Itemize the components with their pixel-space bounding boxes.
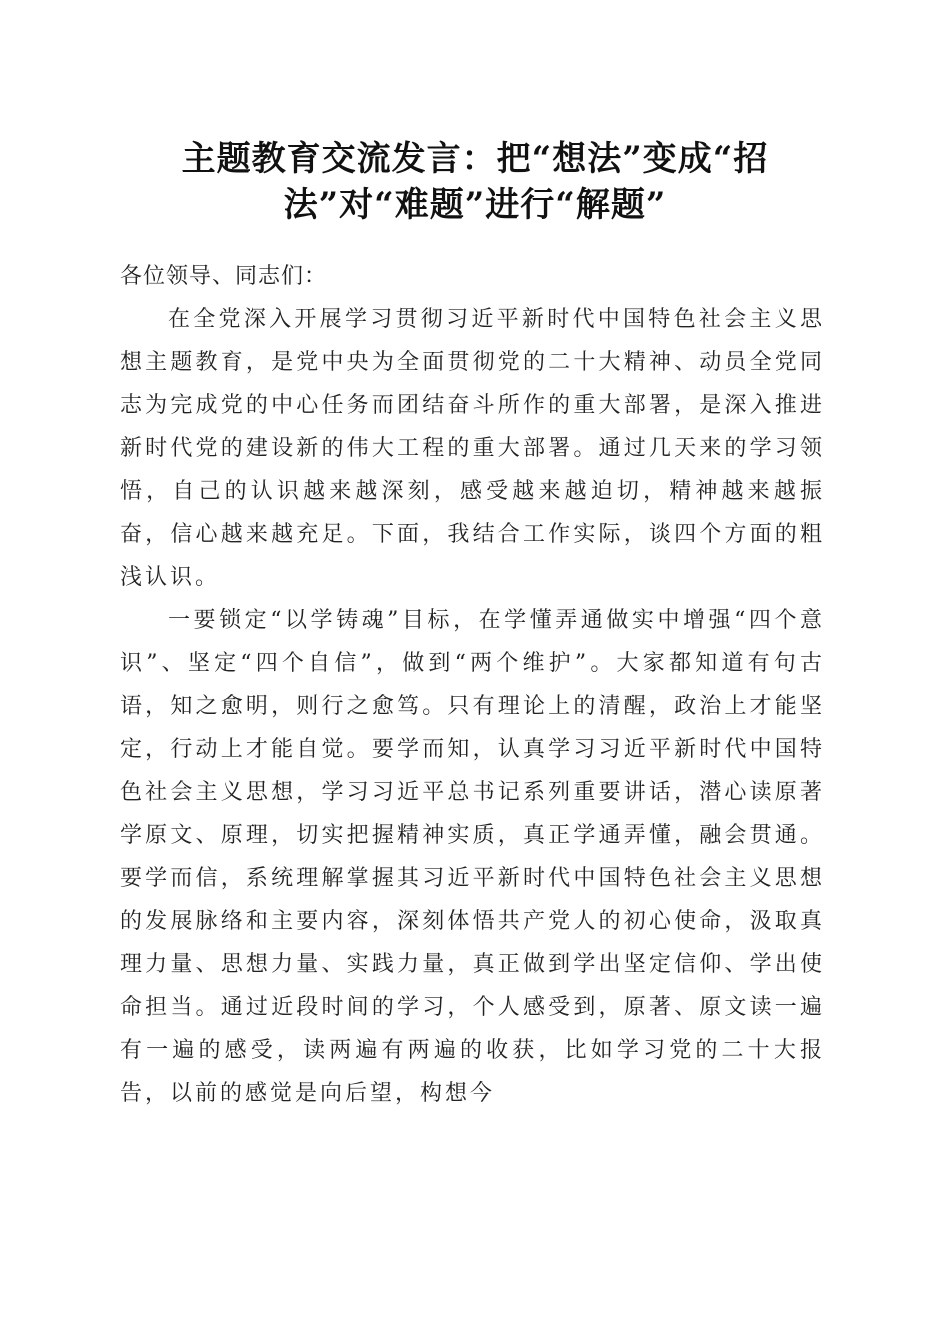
document-title [140,136,810,228]
paragraph-intro: 在全党深入开展学习贯彻习近平新时代中国特色社会主义思想主题教育，是党中央为全面贯彻党的二十大精神、动员全党同志为完成党的中心任务而团结奋斗所作的重大部署，是深入推进新时代党的建设新的伟大工程的重大部署。通过几天来的学习领悟，自己的认识越来越深刻，感受越来越迫切，精神越来越振奋，信心越来越充足。下面，我结合工作实际，谈四个方面的粗浅认识。 [120,307,825,590]
paragraph-point-one: 一要锁定“以学铸魂”目标，在学懂弄通做实中增强“四个意识”、坚定“四个自信”，做到“两个维护”。大家都知道有句古语，知之愈明，则行之愈笃。只有理论上的清醒，政治上才能坚定，行动上才能自觉。要学而知，认真学习习近平新时代中国特色社会主义思想，学习习近平总书记系列重要讲话，潜心读原著学原文、原理，切实把握精神实质，真正学通弄懂，融会贯通。要学而信，系统理解掌握其习近平新时代中国特色社会主义思想的发展脉络和主要内容，深刻体悟共产党人的初心使命，汲取真理力量、思想力量、实践力量，真正做到学出坚定信仰、学出使命担当。通过近段时间的学习，个人感受到，原著、原文读一遍有一遍的感受，读两遍有两遍的收获，比如学习党的二十大报告，以前的感觉是向后望，构想今 [120,608,825,1106]
title-line-2: 法”对“难题”进行“解题” [283,185,667,225]
salutation: 各位领导、同志们： [120,264,328,289]
document-body [120,255,825,1115]
title-line-1: 主题教育交流发言：把“想法”变成“招 [181,139,769,179]
